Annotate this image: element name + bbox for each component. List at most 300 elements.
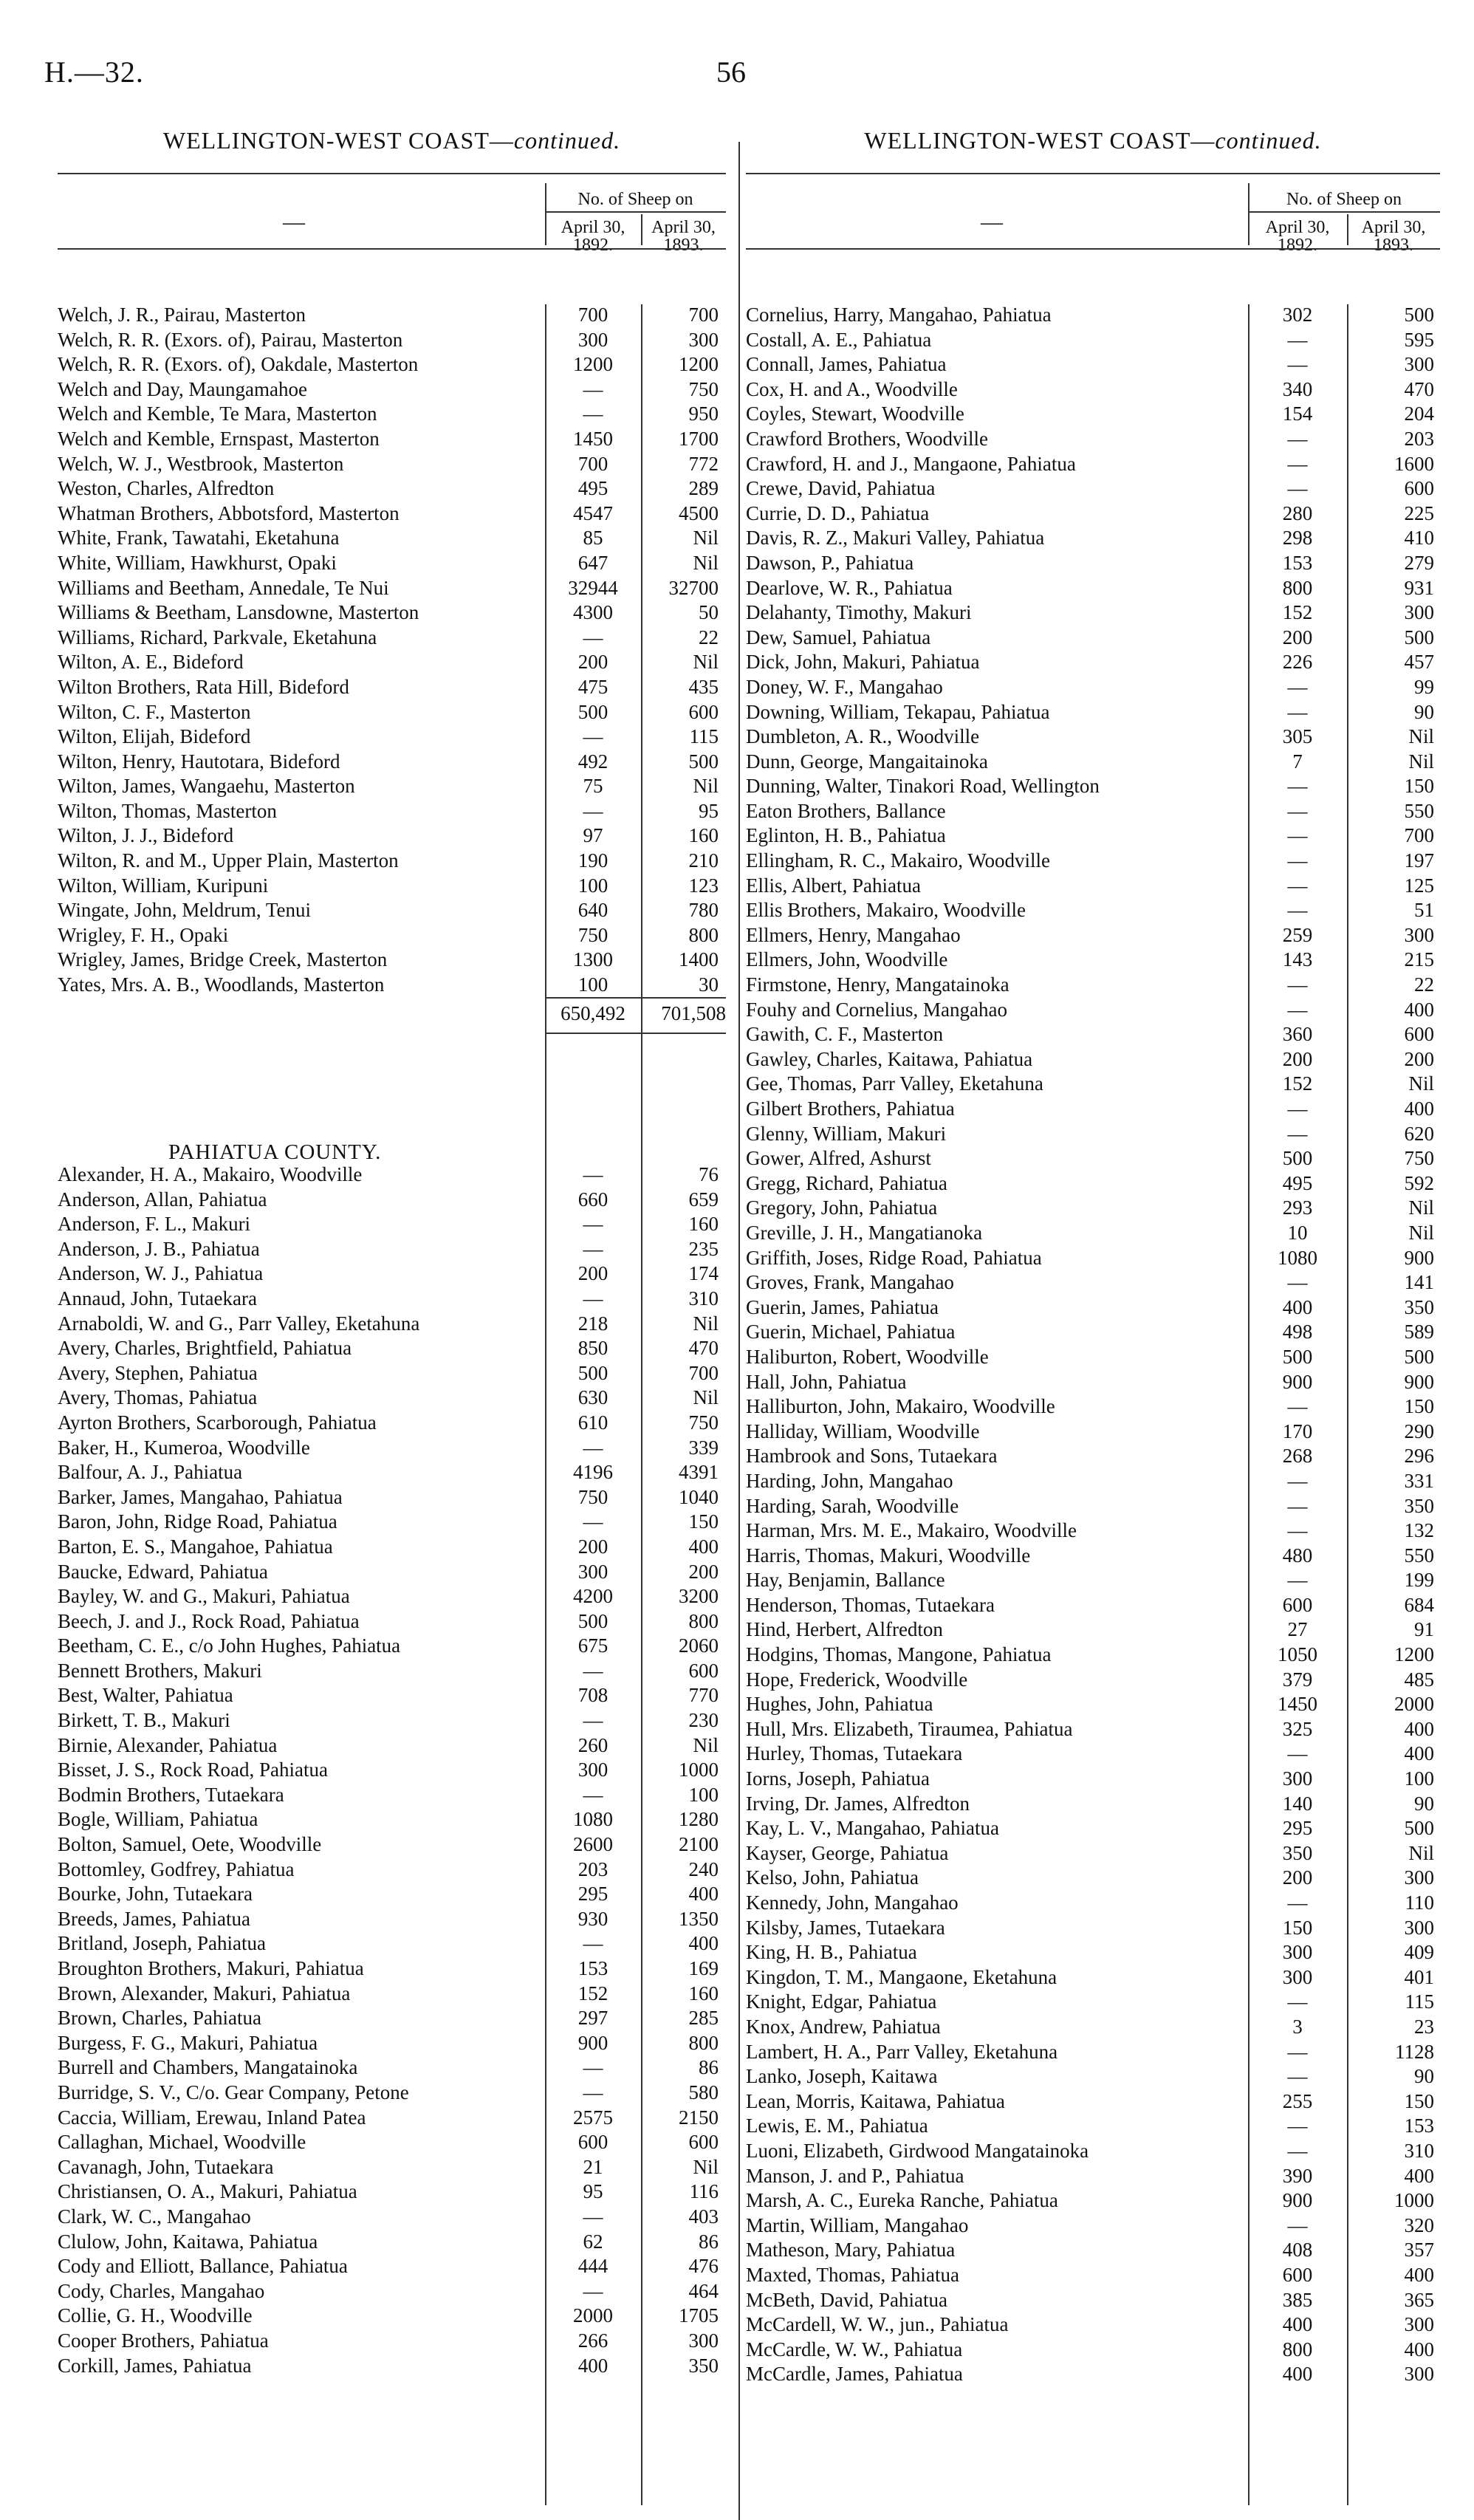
table-row (58, 1336, 726, 1361)
sheep-1893: 3200 (679, 1585, 719, 1608)
table-row (746, 1692, 1440, 1717)
sheep-1892: 300 (577, 328, 609, 351)
holder-name: Welch, W. J., Westbrook, Masterton (58, 452, 344, 475)
sheep-1893: 90 (1414, 1792, 1434, 1815)
page-number: 56 (716, 55, 746, 89)
sheep-1892: 500 (577, 1361, 609, 1384)
sheep-1892: 700 (577, 452, 609, 475)
table-row (58, 2055, 726, 2081)
table-row (746, 2164, 1440, 2189)
table-row (58, 1485, 726, 1510)
sheep-1893: 1200 (1394, 1643, 1434, 1666)
sheep-1892: 492 (577, 750, 609, 773)
sheep-1893: 476 (688, 2255, 719, 2278)
holder-name: Britland, Joseph, Pahiatua (58, 1932, 266, 1955)
holder-name: Haliburton, Robert, Woodville (746, 1345, 989, 1368)
sheep-1893: 150 (1404, 1395, 1434, 1418)
sheep-1892: 200 (577, 1262, 609, 1285)
sheep-1893: 300 (1404, 601, 1434, 624)
welch-to-yates-list (58, 303, 726, 998)
sheep-1892: — (1287, 2115, 1308, 2137)
holder-name: King, H. B., Pahiatua (746, 1941, 917, 1964)
sheep-1893: 225 (1404, 501, 1434, 524)
sheep-1893: 32700 (668, 576, 719, 599)
sheep-1893: 457 (1404, 651, 1434, 674)
sheep-1893: 86 (699, 2056, 719, 2079)
table-row (58, 1436, 726, 1461)
table-row (746, 2288, 1440, 2313)
header-1892: April 30, 1892. (561, 218, 625, 255)
sheep-1893: 595 (1404, 328, 1434, 351)
sheep-1893: 400 (1404, 2338, 1434, 2360)
header-dash: — (283, 210, 305, 234)
table-row (58, 1312, 726, 1337)
table-row (746, 774, 1440, 799)
holder-name: Corkill, James, Pahiatua (58, 2354, 252, 2377)
table-row (746, 1295, 1440, 1321)
table-row (746, 1544, 1440, 1569)
table-row (746, 1742, 1440, 1767)
sheep-1892: 302 (1282, 304, 1313, 326)
sheep-1893: 400 (1404, 2263, 1434, 2286)
sheep-1892: — (583, 626, 603, 648)
holder-name: Welch and Day, Maungamahoe (58, 377, 307, 400)
table-row (746, 1469, 1440, 1494)
sheep-1892: 21 (583, 2155, 603, 2178)
sheep-1892: 495 (1282, 1171, 1313, 1194)
sheep-1893: 580 (688, 2081, 719, 2103)
holder-name: Anderson, F. L., Makuri (58, 1213, 251, 1236)
holder-name: Arnaboldi, W. and G., Parr Valley, Eketahuna (58, 1312, 420, 1335)
table-row (58, 1287, 726, 1312)
sheep-1892: 610 (577, 1411, 609, 1434)
sheep-1892: — (583, 377, 603, 400)
holder-name: Kennedy, John, Mangahao (746, 1891, 959, 1914)
holder-name: White, Frank, Tawatahi, Eketahuna (58, 527, 340, 549)
table-row (746, 476, 1440, 501)
holder-name: Anderson, W. J., Pahiatua (58, 1262, 264, 1285)
sheep-1892: 647 (577, 551, 609, 574)
table-row (746, 1617, 1440, 1643)
table-row (746, 2338, 1440, 2363)
sheep-1893: 400 (688, 1535, 719, 1558)
table-row (58, 898, 726, 923)
sheep-1892: — (583, 725, 603, 748)
sheep-1893: Nil (1408, 1221, 1434, 1244)
sheep-1893: Nil (693, 1386, 719, 1409)
holder-name: Crawford Brothers, Woodville (746, 427, 989, 450)
sheep-1893: 1200 (679, 353, 719, 376)
sheep-1892: — (583, 1436, 603, 1459)
holder-name: Wilton, James, Wangaehu, Masterton (58, 775, 355, 798)
sheep-1892: 10 (1287, 1221, 1308, 1244)
sheep-1892: — (1287, 1519, 1308, 1542)
holder-name: Lean, Morris, Kaitawa, Pahiatua (746, 2089, 1005, 2112)
holder-name: Burgess, F. G., Makuri, Pahiatua (58, 2031, 318, 2054)
holder-name: Cornelius, Harry, Mangahao, Pahiatua (746, 304, 1052, 326)
holder-name: Eglinton, H. B., Pahiatua (746, 824, 946, 847)
holder-name: Barton, E. S., Mangahoe, Pahiatua (58, 1535, 333, 1558)
table-row (746, 1940, 1440, 1965)
holder-name: Cooper Brothers, Pahiatua (58, 2329, 269, 2352)
sheep-1892: — (583, 403, 603, 425)
table-row (746, 1568, 1440, 1593)
sheep-1892: 298 (1282, 527, 1313, 549)
sheep-1893: 132 (1404, 1519, 1434, 1542)
header-subrule (545, 211, 726, 213)
sheep-1893: 600 (688, 700, 719, 723)
holder-name: Wrigley, F. H., Opaki (58, 923, 229, 946)
holder-name: Breeds, James, Pahiatua (58, 1907, 250, 1930)
sheep-1892: 200 (577, 1535, 609, 1558)
holder-name: Iorns, Joseph, Pahiatua (746, 1767, 930, 1790)
sheep-1892: 1080 (573, 1808, 613, 1831)
sheep-1892: 1200 (573, 353, 613, 376)
sheep-1892: 900 (1282, 1370, 1313, 1393)
sheep-1892: 153 (577, 1957, 609, 1979)
sheep-1893: 750 (688, 1411, 719, 1434)
sheep-1892: 340 (1282, 377, 1313, 400)
sheep-1893: 401 (1404, 1965, 1434, 1988)
header-bottom-rule (58, 248, 726, 250)
holder-name: Cody, Charles, Mangahao (58, 2279, 265, 2302)
table-row (58, 849, 726, 874)
table-row (746, 1792, 1440, 1817)
holder-name: Bolton, Samuel, Oete, Woodville (58, 1833, 322, 1856)
sheep-1893: 470 (1404, 377, 1434, 400)
sheep-1893: 400 (1404, 2164, 1434, 2187)
sheep-1892: 140 (1282, 1792, 1313, 1815)
sheep-1893: 22 (1414, 973, 1434, 996)
sheep-1892: 4200 (573, 1585, 613, 1608)
sheep-1893: 203 (1404, 427, 1434, 450)
sheep-1892: 930 (577, 1907, 609, 1930)
table-row (58, 1683, 726, 1708)
sheep-1892: — (1287, 1271, 1308, 1294)
holder-name: Burrell and Chambers, Mangatainoka (58, 2056, 358, 2079)
holder-name: Welch and Kemble, Ernspast, Masterton (58, 427, 380, 450)
sheep-1893: 1600 (1394, 452, 1434, 475)
table-row (746, 1494, 1440, 1519)
table-row (58, 2130, 726, 2155)
sheep-1892: — (583, 1237, 603, 1260)
table-row (58, 1411, 726, 1436)
sheep-1892: — (1287, 874, 1308, 897)
sheep-1892: — (583, 2081, 603, 2103)
sheep-1892: 495 (577, 477, 609, 500)
sheep-1892: — (1287, 1395, 1308, 1418)
sheep-1892: 400 (1282, 1295, 1313, 1318)
holder-name: Ellmers, John, Woodville (746, 948, 948, 971)
sheep-1892: 850 (577, 1337, 609, 1360)
holder-name: Annaud, John, Tutaekara (58, 1287, 257, 1309)
sheep-1893: Nil (1408, 725, 1434, 748)
holder-name: Harding, Sarah, Woodville (746, 1494, 959, 1517)
sheep-1892: 600 (1282, 2263, 1313, 2286)
holder-name: Kilsby, James, Tutaekara (746, 1916, 945, 1939)
table-row (58, 2304, 726, 2329)
holder-name: Gee, Thomas, Parr Valley, Eketahuna (746, 1072, 1043, 1095)
table-row (746, 1816, 1440, 1841)
sheep-1893: Nil (693, 651, 719, 674)
table-row (58, 650, 726, 675)
holder-name: Cavanagh, John, Tutaekara (58, 2155, 274, 2178)
holder-name: Anderson, Allan, Pahiatua (58, 1188, 267, 1211)
sheep-1892: 259 (1282, 923, 1313, 946)
holder-name: Yates, Mrs. A. B., Woodlands, Masterton (58, 973, 385, 996)
sheep-1892: 300 (1282, 1767, 1313, 1790)
sheep-1893: 150 (1404, 2089, 1434, 2112)
sheep-1893: 684 (1404, 1593, 1434, 1616)
sheep-1893: 1350 (679, 1907, 719, 1930)
sheep-1892: 2575 (573, 2106, 613, 2129)
table-row (58, 1460, 726, 1485)
holder-name: Hope, Frederick, Woodville (746, 1668, 968, 1691)
table-row (746, 1593, 1440, 1618)
table-row (746, 2114, 1440, 2139)
sheep-1893: 750 (1404, 1147, 1434, 1170)
sheep-1893: 659 (688, 1188, 719, 1211)
holder-name: Birkett, T. B., Makuri (58, 1709, 230, 1732)
holder-name: Martin, William, Mangahao (746, 2213, 969, 2236)
table-row (746, 1171, 1440, 1196)
holder-name: Lanko, Joseph, Kaitawa (746, 2065, 938, 2088)
holder-name: Bodmin Brothers, Tutaekara (58, 1783, 284, 1806)
sheep-1892: 660 (577, 1188, 609, 1211)
sheep-1892: 152 (1282, 601, 1313, 624)
holder-name: Halliburton, John, Makairo, Woodville (746, 1395, 1055, 1418)
total-1893: 701,508 (661, 1002, 726, 1024)
table-row (746, 1022, 1440, 1047)
sheep-1893: 210 (688, 849, 719, 872)
holder-name: Best, Walter, Pahiatua (58, 1684, 233, 1707)
sheep-1893: 150 (688, 1510, 719, 1533)
table-row (58, 551, 726, 576)
sheep-1892: — (1287, 1098, 1308, 1120)
sheep-1893: 550 (1404, 799, 1434, 822)
sheep-1893: 400 (1404, 1717, 1434, 1740)
holder-name: Hull, Mrs. Elizabeth, Tiraumea, Pahiatua (746, 1717, 1073, 1740)
holder-name: Irving, Dr. James, Alfredton (746, 1792, 970, 1815)
sheep-1892: — (1287, 899, 1308, 922)
sheep-1892: 32944 (568, 576, 618, 599)
sheep-1893: 500 (1404, 1817, 1434, 1840)
sheep-1892: 260 (577, 1733, 609, 1756)
sheep-1892: 800 (1282, 576, 1313, 599)
sheep-1893: 160 (688, 1982, 719, 2004)
sheep-1893: 600 (1404, 1023, 1434, 1046)
sheep-1893: 76 (699, 1163, 719, 1185)
sheep-1892: — (1287, 775, 1308, 798)
holder-name: Doney, W. F., Mangahao (746, 675, 943, 698)
sheep-1893: 289 (688, 477, 719, 500)
table-row (746, 427, 1440, 452)
holder-name: Kay, L. V., Mangahao, Pahiatua (746, 1817, 999, 1840)
holder-name: Harris, Thomas, Makuri, Woodville (746, 1544, 1031, 1567)
holder-name: Maxted, Thomas, Pahiatua (746, 2263, 959, 2286)
sheep-1893: 235 (688, 1237, 719, 1260)
sheep-1893: 4391 (679, 1461, 719, 1484)
sheep-1893: 485 (1404, 1668, 1434, 1691)
table-row (58, 2006, 726, 2031)
sheep-1893: 780 (688, 899, 719, 922)
holder-name: Bisset, J. S., Rock Road, Pahiatua (58, 1759, 328, 1781)
sheep-1892: — (1287, 1990, 1308, 2013)
table-row (746, 725, 1440, 750)
sheep-1893: 600 (1404, 477, 1434, 500)
holder-name: Harman, Mrs. M. E., Makairo, Woodville (746, 1519, 1077, 1542)
holder-name: Williams & Beetham, Lansdowne, Masterton (58, 601, 419, 624)
sheep-1892: 170 (1282, 1420, 1313, 1442)
sheep-1892: — (583, 1287, 603, 1309)
sheep-1893: 800 (688, 923, 719, 946)
header-group-label: No. of Sheep on (577, 190, 693, 209)
sheep-1892: 95 (583, 2180, 603, 2203)
holder-name: Wrigley, James, Bridge Creek, Masterton (58, 948, 388, 971)
sheep-1893: 230 (688, 1709, 719, 1732)
sheep-1892: 154 (1282, 403, 1313, 425)
table-row (58, 1361, 726, 1386)
table-row (746, 1841, 1440, 1866)
sheep-1893: 300 (688, 2329, 719, 2352)
table-row (746, 948, 1440, 973)
sheep-1893: 86 (699, 2230, 719, 2253)
holder-name: Knight, Edgar, Pahiatua (746, 1990, 937, 2013)
sheep-1893: 1400 (679, 948, 719, 971)
holder-name: Williams, Richard, Parkvale, Eketahuna (58, 626, 377, 648)
table-row (58, 1584, 726, 1609)
holder-name: Ellmers, Henry, Mangahao (746, 923, 961, 946)
sheep-1892: 100 (577, 973, 609, 996)
holder-name: Kelso, John, Pahiatua (746, 1866, 919, 1889)
holder-name: Wilton, C. F., Masterton (58, 700, 251, 723)
table-row (58, 1931, 726, 1956)
sheep-1892: — (1287, 328, 1308, 351)
holder-name: Bourke, John, Tutaekara (58, 1883, 253, 1906)
sheep-1893: 90 (1414, 2065, 1434, 2088)
table-row (746, 700, 1440, 725)
sheep-1892: — (1287, 824, 1308, 847)
holder-name: Avery, Thomas, Pahiatua (58, 1386, 258, 1409)
sheep-1892: 295 (1282, 1817, 1313, 1840)
sheep-1893: 470 (688, 1337, 719, 1360)
holder-name: Dunn, George, Mangaitainoka (746, 750, 988, 773)
sheep-1893: 91 (1414, 1618, 1434, 1641)
sheep-1892: 500 (1282, 1345, 1313, 1368)
table-row (746, 750, 1440, 775)
holder-name: Cox, H. and A., Woodville (746, 377, 958, 400)
table-row (746, 1146, 1440, 1171)
table-row (746, 600, 1440, 626)
sheep-1892: — (1287, 2139, 1308, 2162)
sheep-1893: 1000 (679, 1759, 719, 1781)
table-row (746, 2312, 1440, 2338)
holder-name: Marsh, A. C., Eureka Ranche, Pahiatua (746, 2189, 1058, 2212)
holder-name: Gregory, John, Pahiatua (746, 1196, 938, 1219)
holder-name: Birnie, Alexander, Pahiatua (58, 1733, 278, 1756)
sheep-1892: 700 (577, 304, 609, 326)
sheep-1892: — (1287, 2040, 1308, 2063)
sheep-1893: 400 (688, 1883, 719, 1906)
holder-name: Manson, J. and P., Pahiatua (746, 2164, 964, 2187)
sheep-1892: 408 (1282, 2239, 1313, 2262)
sheep-1892: 900 (1282, 2189, 1313, 2212)
sheep-1892: 800 (1282, 2338, 1313, 2360)
table-row (746, 923, 1440, 948)
table-row (58, 1758, 726, 1783)
holder-name: Dawson, P., Pahiatua (746, 551, 914, 574)
table-row (746, 2040, 1440, 2065)
sheep-1892: 300 (1282, 1941, 1313, 1964)
sheep-1893: 1000 (1394, 2189, 1434, 2212)
sheep-1893: 600 (688, 1659, 719, 1682)
table-row (58, 874, 726, 899)
sheep-1893: 403 (688, 2205, 719, 2228)
table-row (746, 1643, 1440, 1668)
sheep-1893: 770 (688, 1684, 719, 1707)
sheep-1893: 1705 (679, 2304, 719, 2327)
table-row (746, 650, 1440, 675)
header-rule (58, 173, 726, 174)
table-row (58, 1188, 726, 1213)
holder-name: Gawith, C. F., Masterton (746, 1023, 944, 1046)
sheep-1893: 153 (1404, 2115, 1434, 2137)
sheep-1893: Nil (1408, 1196, 1434, 1219)
table-row (58, 1807, 726, 1832)
holder-name: Dumbleton, A. R., Woodville (746, 725, 980, 748)
sheep-1892: 4300 (573, 601, 613, 624)
table-row (58, 626, 726, 651)
sheep-1892: 300 (577, 1560, 609, 1583)
sheep-1893: 296 (1404, 1445, 1434, 1468)
sheep-1893: 50 (699, 601, 719, 624)
holder-name: Glenny, William, Makuri (746, 1122, 947, 1145)
table-row (58, 2354, 726, 2379)
sheep-1893: 300 (1404, 353, 1434, 376)
sheep-1893: 464 (688, 2279, 719, 2302)
holder-name: Greville, J. H., Mangatianoka (746, 1221, 983, 1244)
holder-name: Bennett Brothers, Makuri (58, 1659, 262, 1682)
holder-name: Wilton, Henry, Hautotara, Bideford (58, 750, 340, 773)
cornelius-to-mccardle-list (746, 303, 1440, 2387)
holder-name: Griffith, Joses, Ridge Road, Pahiatua (746, 1246, 1042, 1269)
sheep-1893: 950 (688, 403, 719, 425)
sheep-1892: — (1287, 452, 1308, 475)
sheep-1893: 1700 (679, 427, 719, 450)
holder-name: McCardle, James, Pahiatua (746, 2363, 963, 2386)
sheep-1892: 500 (1282, 1147, 1313, 1170)
sheep-1893: Nil (693, 2155, 719, 2178)
sheep-1892: 640 (577, 899, 609, 922)
holder-name: Coyles, Stewart, Woodville (746, 403, 964, 425)
sheep-1893: 300 (1404, 2363, 1434, 2386)
sheep-1892: 218 (577, 1312, 609, 1335)
sheep-1893: 750 (688, 377, 719, 400)
sheep-1892: 300 (577, 1759, 609, 1781)
sheep-1892: 444 (577, 2255, 609, 2278)
table-row (746, 303, 1440, 328)
table-row (746, 1444, 1440, 1469)
table-row (746, 1246, 1440, 1271)
table-row (58, 1163, 726, 1188)
sheep-1892: 708 (577, 1684, 609, 1707)
holder-name: Christiansen, O. A., Makuri, Pahiatua (58, 2180, 357, 2203)
sheep-1893: 169 (688, 1957, 719, 1979)
sheep-1893: 51 (1414, 899, 1434, 922)
sheep-1892: 85 (583, 527, 603, 549)
table-row (746, 898, 1440, 923)
table-row (746, 1196, 1440, 1221)
